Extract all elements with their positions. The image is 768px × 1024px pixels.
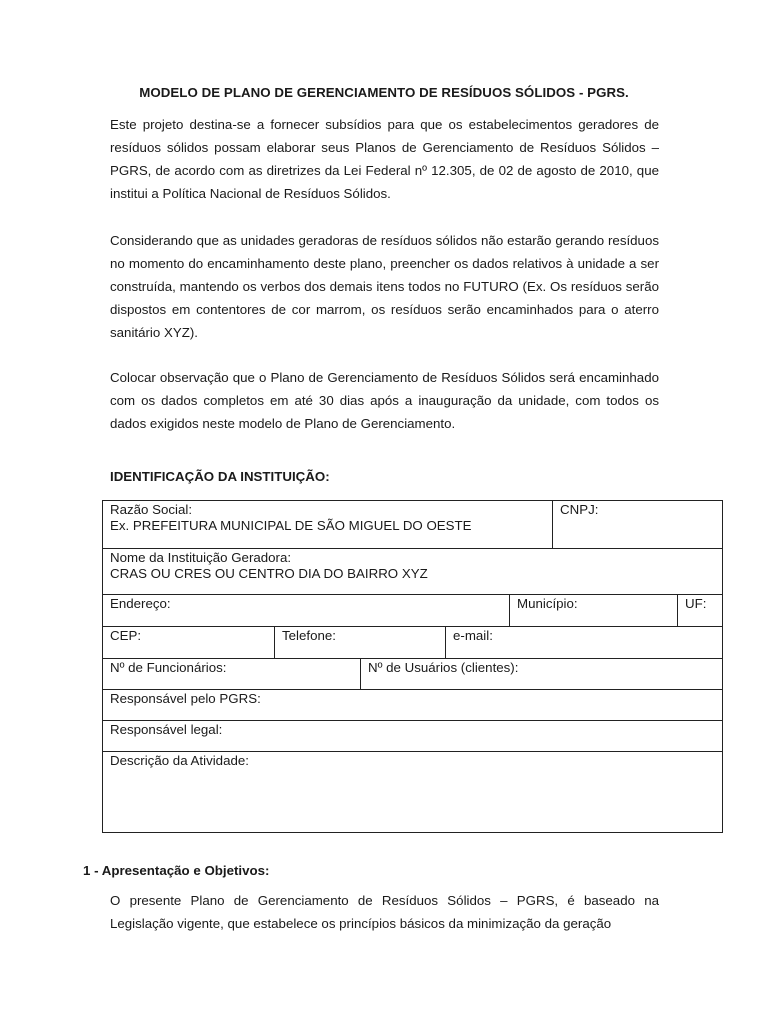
cnpj-field[interactable] [552, 501, 722, 548]
form-row-nome-instituicao [103, 549, 722, 595]
responsavel-pgrs-field[interactable] [103, 690, 722, 720]
intro-paragraph-purpose: Este projeto destina-se a fornecer subsídios para que os estabelecimentos geradores de resíduos sólidos possam elaborar seus Planos de Gerenciamento de Resíduos Sólidos – PGRS, de acordo com as diretrizes da Lei Federal nº 12.305, de 02 de agosto de 2010, que institui a Política Nacional de Resíduos Sólidos. [110, 117, 659, 201]
identification-heading: IDENTIFICAÇÃO DA INSTITUIÇÃO: [110, 469, 330, 484]
uf-field[interactable] [677, 595, 722, 626]
intro-paragraph-observation: Colocar observação que o Plano de Gerenciamento de Resíduos Sólidos será encaminhado com os dados completos em até 30 dias após a inauguração da unidade, com todos os dados exigidos neste modelo de Plano de Gerenciamento. [110, 370, 659, 431]
razao-social-field[interactable] [103, 501, 552, 548]
razao-social-value: Ex. PREFEITURA MUNICIPAL DE SÃO MIGUEL DO OESTE [110, 518, 472, 533]
razao-social-label: Razão Social: [110, 502, 193, 517]
email-label: e-mail: [453, 628, 493, 643]
telefone-label: Telefone: [282, 628, 336, 643]
form-row-responsavel-pgrs [103, 690, 722, 721]
funcionarios-field[interactable] [103, 659, 360, 689]
nome-instituicao-value: CRAS OU CRES OU CENTRO DIA DO BAIRRO XYZ [110, 566, 428, 581]
form-row-responsavel-legal [103, 721, 722, 752]
form-row-contato [103, 627, 722, 659]
municipio-label: Município: [517, 596, 578, 611]
endereco-field[interactable] [103, 595, 509, 626]
municipio-field[interactable] [509, 595, 677, 626]
cnpj-label: CNPJ: [560, 502, 599, 517]
intro-paragraph-future-tense: Considerando que as unidades geradoras de resíduos sólidos não estarão gerando resíduos no momento do encaminhamento deste plano, preencher os dados relativos à unidade a ser construída, mantendo os verbos dos demais itens todos no FUTURO (Ex. Os resíduos serão dispostos em contentores de cor marrom, os resíduos serão encaminhados para o aterro sanitário XYZ). [110, 233, 659, 340]
identification-form [102, 500, 723, 833]
cep-label: CEP: [110, 628, 142, 643]
descricao-field[interactable] [103, 752, 722, 832]
form-row-razao-social [103, 501, 722, 549]
descricao-label: Descrição da Atividade: [110, 753, 249, 768]
endereco-label: Endereço: [110, 596, 171, 611]
form-row-descricao [103, 752, 722, 832]
section-1-heading: 1 - Apresentação e Objetivos: [83, 863, 270, 878]
form-row-endereco [103, 595, 722, 627]
nome-instituicao-label: Nome da Instituição Geradora: [110, 550, 292, 565]
cep-field[interactable] [103, 627, 274, 658]
responsavel-legal-label: Responsável legal: [110, 722, 223, 737]
page-title: MODELO DE PLANO DE GERENCIAMENTO DE RESÍDUOS SÓLIDOS - PGRS. [139, 85, 629, 100]
uf-label: UF: [685, 596, 707, 611]
responsavel-pgrs-label: Responsável pelo PGRS: [110, 691, 261, 706]
telefone-field[interactable] [274, 627, 445, 658]
section-1-paragraph: O presente Plano de Gerenciamento de Resíduos Sólidos – PGRS, é baseado na Legislação vigente, que estabelece os princípios básicos da minimização da geração [110, 893, 659, 931]
email-field[interactable] [445, 627, 722, 658]
usuarios-label: Nº de Usuários (clientes): [368, 660, 519, 675]
usuarios-field[interactable] [360, 659, 722, 689]
nome-instituicao-field[interactable] [103, 549, 722, 594]
form-row-quantidades [103, 659, 722, 690]
funcionarios-label: Nº de Funcionários: [110, 660, 227, 675]
responsavel-legal-field[interactable] [103, 721, 722, 751]
